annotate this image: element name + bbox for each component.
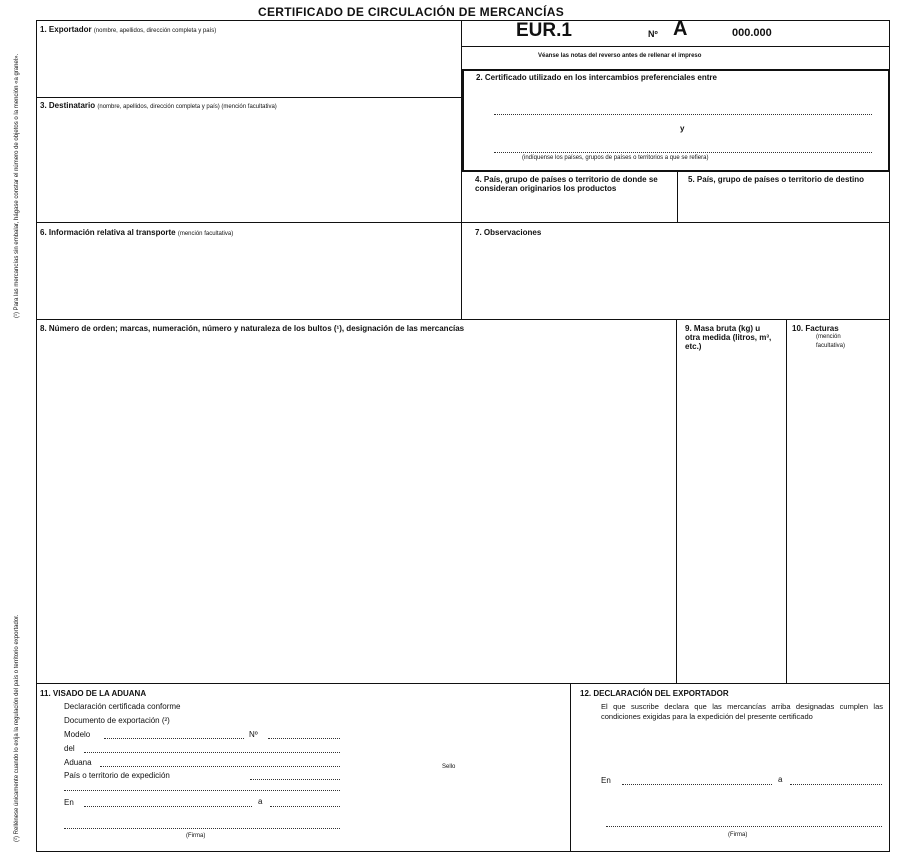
form-code: EUR.1 — [516, 20, 572, 41]
box12-a-line — [790, 784, 882, 785]
box12-en: En — [601, 776, 611, 785]
box11-line1: Declaración certificada conforme — [64, 702, 181, 711]
divider-row3 — [36, 222, 890, 223]
box11-sello: Sello — [442, 764, 456, 770]
box11-pais-line-2 — [64, 790, 340, 791]
box11-a-line — [270, 806, 340, 807]
divider-box8-box9 — [676, 319, 677, 683]
box5-label: 5. País, grupo de países o territorio de destino — [688, 175, 865, 184]
box3-label: 3. Destinatario (nombre, apellidos, dirección completa y país) (mención facultativa) — [40, 101, 277, 110]
box11-pais: País o territorio de expedición — [64, 771, 170, 780]
box2-country-line-1 — [494, 114, 872, 115]
box4-label: 4. País, grupo de países o territorio de donde se consideran originarios los productos — [475, 175, 658, 193]
box11-aduana-line — [100, 766, 340, 767]
box8-label: 8. Número de orden; marcas, numeración, número y naturaleza de los bultos (¹), designación de las mercancías — [40, 324, 465, 333]
box11-firma: (Firma) — [186, 833, 206, 839]
side-note-bottom: (²) Rellénese únicamente cuando lo exija la regulación del país o territorio exportador. — [14, 614, 20, 842]
divider-box4-top — [461, 170, 890, 171]
box11-aduana: Aduana — [64, 758, 92, 767]
box2-hint: (indíquense los países, grupos de países o territorios a que se refiera) — [522, 155, 709, 161]
box11-line2: Documento de exportación (²) — [64, 716, 170, 725]
box12-text: El que suscribe declara que las mercancías arriba designadas cumplen las condiciones exigidas para la expedición del presente certificado — [601, 702, 883, 721]
box12-label: 12. DECLARACIÓN DEL EXPORTADOR — [580, 689, 729, 698]
box2-label: 2. Certificado utilizado en los intercambios preferenciales entre — [476, 73, 717, 82]
box12-en-line — [622, 784, 772, 785]
divider-header — [461, 46, 890, 47]
box11-modelo: Modelo — [64, 730, 91, 739]
box11-signature-line — [64, 828, 340, 829]
page-title: CERTIFICADO DE CIRCULACIÓN DE MERCANCÍAS — [258, 5, 564, 19]
box2-and: y — [680, 124, 685, 133]
box11-pais-line — [250, 779, 340, 780]
frame-bottom — [36, 851, 890, 852]
divider-box9-box10 — [786, 319, 787, 683]
box11-modelo-line — [104, 738, 244, 739]
divider-row4 — [36, 319, 890, 320]
certificate-number: 000.000 — [732, 27, 772, 39]
box11-en: En — [64, 798, 74, 807]
series-letter: A — [673, 18, 688, 40]
divider-row6 — [36, 683, 890, 684]
box11-n-line — [268, 738, 340, 739]
box10-label: 10. Facturas (mención facultativa) — [792, 324, 846, 349]
box11-a: a — [258, 797, 263, 806]
box6-label: 6. Información relativa al transporte (mención facultativa) — [40, 228, 234, 237]
box11-del: del — [64, 744, 75, 753]
frame-left — [36, 20, 37, 852]
box2-country-line-2 — [494, 152, 872, 153]
box12-a: a — [778, 775, 783, 784]
header-note: Véanse las notas del reverso antes de rellenar el impreso — [538, 53, 702, 59]
divider-box1-box3 — [36, 97, 462, 98]
box11-del-line — [84, 752, 340, 753]
side-note-top: (¹) Para las mercancías sin embalar, hágase constar el número de objetos o la mención «a granel». — [14, 53, 20, 318]
frame-top — [36, 20, 890, 21]
box11-en-line — [84, 806, 252, 807]
box7-label: 7. Observaciones — [475, 228, 542, 237]
divider-box4-box5 — [677, 170, 678, 222]
box1-label: 1. Exportador (nombre, apellidos, dirección completa y país) — [40, 25, 217, 34]
box12-firma: (Firma) — [728, 832, 748, 838]
number-prefix: Nº — [648, 29, 658, 39]
divider-box11-box12 — [570, 683, 571, 851]
box11-n: Nº — [249, 730, 258, 739]
box9-label: 9. Masa bruta (kg) u otra medida (litros, m³, etc.) — [685, 324, 772, 351]
box12-signature-line — [606, 826, 882, 827]
box11-label: 11. VISADO DE LA ADUANA — [40, 689, 147, 698]
